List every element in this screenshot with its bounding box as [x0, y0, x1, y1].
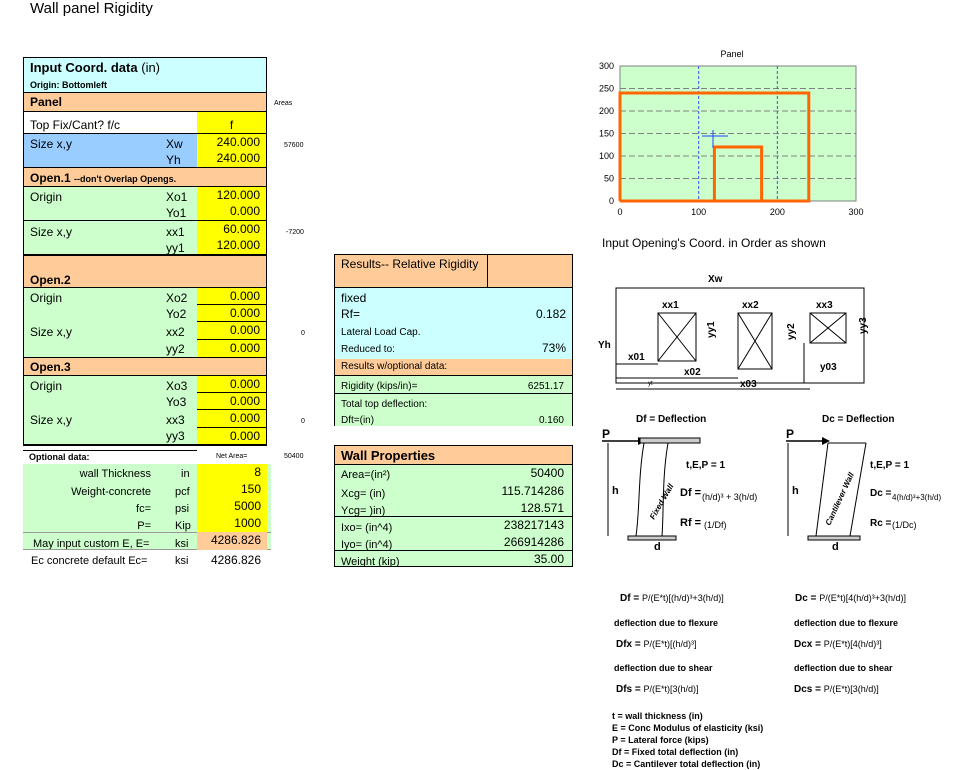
- results-header: Results-- Relative Rigidity: [334, 254, 487, 287]
- cant-right-edge: [850, 443, 866, 536]
- symbol-legend: [612, 710, 763, 770]
- yy3-label: yy3: [166, 429, 185, 443]
- legend-t: t = wall thickness (in): [612, 711, 703, 721]
- fixed-df: Df =: [680, 487, 702, 499]
- thick-label: wall Thickness: [79, 468, 151, 480]
- cant-title: Dc = Deflection: [822, 414, 895, 425]
- fixed-d: d: [654, 541, 661, 553]
- xx1-input[interactable]: 60.000: [197, 220, 267, 237]
- fixed-top-cap: [640, 438, 700, 443]
- cant-arrow-head: [822, 437, 830, 445]
- xcg-value: 115.714286: [501, 484, 564, 498]
- props-body: [334, 464, 573, 567]
- x-tick-label: 0: [617, 207, 623, 217]
- formula-df-label: Df =: [620, 593, 640, 604]
- iyo-label: Iyo= (in^4): [341, 539, 393, 551]
- formula-dc: [795, 592, 906, 605]
- net-area-value: 50400: [284, 453, 304, 460]
- custom-e-label: May input custom E, E=: [33, 538, 150, 550]
- results-rigidity-block: [334, 287, 573, 359]
- fixed-base: [628, 536, 676, 540]
- open1-size-row: [23, 220, 197, 254]
- xo1-label: Xo1: [166, 190, 188, 204]
- net-area-label: Net Area=: [216, 453, 248, 460]
- xx3-label: xx3: [166, 413, 185, 427]
- cant-h: h: [792, 485, 799, 497]
- rigidity-label: Rigidity (kips/in)=: [341, 381, 418, 392]
- ycg-value: 128.571: [520, 501, 564, 515]
- xx2-input[interactable]: 0.000: [197, 322, 267, 340]
- x-tick-label: 100: [691, 207, 707, 217]
- reduced-label: Reduced to:: [341, 344, 395, 355]
- cant-wall-label: Cantilever Wall: [823, 471, 856, 527]
- dft-label: Dft=(in): [341, 415, 375, 426]
- input-header-text: Input Coord. data: [30, 60, 138, 75]
- x-tick-label: 200: [769, 207, 785, 217]
- yy1-input[interactable]: 120.000: [197, 237, 267, 254]
- area-open3: 0: [301, 418, 305, 425]
- diag-yy3: yy3: [858, 317, 869, 334]
- fixed-df-formula: (h/d)³ + 3(h/d): [702, 492, 758, 502]
- open2-label: Open.2: [30, 273, 71, 287]
- formula-dfx-expr: P/(E*t)[(h/d)³]: [643, 639, 697, 649]
- formula-dc-label: Dc =: [795, 593, 817, 604]
- default-e-value: 4286.826: [210, 553, 261, 567]
- optional-header: Optional data:: [23, 450, 197, 464]
- diag-xx1: xx1: [662, 300, 679, 311]
- fixed-h: h: [612, 485, 619, 497]
- cant-dc: Dc =: [870, 488, 892, 499]
- dft-value: 0.160: [538, 415, 564, 426]
- default-e-row: [23, 551, 271, 568]
- opening-diagram: [590, 268, 880, 398]
- x-tick-label: 300: [848, 207, 864, 217]
- yo1-input[interactable]: 0.000: [197, 203, 267, 220]
- xo3-input[interactable]: 0.000: [197, 375, 267, 392]
- xx2-label: xx2: [166, 325, 185, 339]
- iyo-value: 266914286: [503, 535, 564, 549]
- fixed-wall-diagram: [598, 408, 778, 553]
- open1-header: [23, 167, 267, 186]
- cant-dc-formula: 4(h/d)³+3(h/d): [892, 493, 942, 502]
- yo3-input[interactable]: 0.000: [197, 392, 267, 410]
- yy3-input[interactable]: 0.000: [197, 428, 267, 446]
- weight-unit: pcf: [175, 486, 190, 498]
- y-tick-label: 100: [598, 151, 614, 161]
- xw-input[interactable]: 240.000: [197, 133, 267, 150]
- diag-xx2: xx2: [742, 300, 759, 311]
- weight-input[interactable]: 150: [197, 481, 267, 498]
- cant-d: d: [832, 541, 839, 553]
- open2-header: [23, 254, 267, 287]
- chart-caption: Input Opening's Coord. in Order as shown: [602, 236, 826, 250]
- page-title: Wall panel Rigidity: [30, 0, 153, 17]
- legend-e: E = Conc Modulus of elasticity (ksi): [612, 723, 764, 733]
- ycg-label: Ycg= )in): [341, 505, 386, 517]
- diag-yt: yt: [648, 381, 653, 387]
- open3-header: Open.3: [23, 357, 267, 375]
- y-tick-label: 250: [598, 83, 614, 94]
- xw-label: Xw: [166, 137, 183, 151]
- custom-e-input[interactable]: 4286.826: [197, 532, 267, 550]
- rf-label: Rf=: [341, 307, 361, 321]
- weight-label: Weight-concrete: [71, 486, 151, 498]
- fixed-rf: Rf =: [680, 517, 702, 529]
- y-tick-label: 0: [608, 196, 614, 206]
- diag-opening-2: [738, 313, 772, 369]
- origin-label: Origin: [30, 379, 63, 393]
- formula-dcs-label: Dcs =: [794, 684, 821, 695]
- formula-dfs-expr: P/(E*t)[3(h/d)]: [643, 684, 699, 694]
- xo3-label: Xo3: [166, 379, 188, 393]
- fixed-p: P: [602, 427, 611, 441]
- legend-dc: Dc = Cantilever total deflection (in): [612, 759, 761, 769]
- results-header-blank: [487, 254, 573, 287]
- thick-input[interactable]: 8: [197, 464, 267, 481]
- fixed-wall-label: Fixed Wall: [647, 482, 676, 521]
- p-input[interactable]: 1000: [197, 515, 267, 532]
- areas-label: Areas: [274, 100, 293, 107]
- diag-x01: x01: [628, 352, 645, 363]
- size-label: Size x,y: [30, 225, 73, 239]
- origin-label: Origin: [30, 291, 63, 305]
- default-e-label: Ec concrete default Ec=: [31, 555, 148, 567]
- cant-props: t,E,P = 1: [870, 460, 910, 471]
- fc-input[interactable]: 5000: [197, 498, 267, 515]
- area-value: 50400: [530, 466, 564, 480]
- xx1-label: xx1: [166, 225, 185, 239]
- deflection-row: [334, 393, 573, 426]
- fixed-props: t,E,P = 1: [686, 460, 726, 471]
- size-label: Size x,y: [30, 325, 73, 339]
- fixed-left-edge: [636, 443, 644, 536]
- xo1-input[interactable]: 120.000: [197, 186, 267, 203]
- rf-value: 0.182: [535, 307, 566, 321]
- mode-value: fixed: [341, 291, 367, 305]
- cantilever-wall-diagram: [780, 408, 953, 553]
- top-fix-input[interactable]: f: [197, 111, 267, 133]
- yy2-input[interactable]: 0.000: [197, 340, 267, 357]
- ixo-value: 238217143: [503, 518, 564, 532]
- props-header: Wall Properties: [334, 445, 573, 464]
- opt-results-label: Results w/optional data:: [334, 359, 573, 375]
- fc-label: fc=: [136, 503, 151, 515]
- p-unit: Kip: [175, 520, 191, 532]
- open1-origin-row: [23, 186, 197, 220]
- origin-note: Origin: Bottomleft: [23, 78, 267, 92]
- cant-p: P: [786, 427, 795, 441]
- reduced-value: 73%: [541, 341, 566, 355]
- diag-x02: x02: [684, 367, 701, 378]
- deflection-label: Total top deflection:: [341, 399, 428, 410]
- cap-label: Lateral Load Cap.: [341, 327, 421, 338]
- yo2-input[interactable]: 0.000: [197, 304, 267, 322]
- area-open1: -7200: [286, 229, 304, 236]
- diag-yh: Yh: [598, 340, 611, 351]
- size-label: Size x,y: [30, 137, 73, 151]
- yh-input[interactable]: 240.000: [197, 150, 267, 167]
- default-e-unit: ksi: [175, 555, 189, 567]
- y-tick-label: 50: [603, 173, 614, 184]
- open1-note: --don't Overlap Opengs.: [74, 174, 177, 184]
- yo2-label: Yo2: [166, 306, 197, 321]
- cant-base: [808, 536, 860, 540]
- open2-origin-row: [23, 287, 197, 321]
- diag-xw: Xw: [708, 274, 723, 285]
- open3-size-row: [23, 409, 197, 446]
- custom-e-unit: ksi: [175, 538, 189, 550]
- p-label: P=: [137, 520, 151, 532]
- formula-dcx-expr: P/(E*t)[4(h/d)³]: [823, 639, 882, 649]
- cant-rc: Rc =: [870, 518, 892, 529]
- chart-title: Panel: [720, 49, 744, 59]
- weight-value: 35.00: [533, 552, 564, 566]
- diag-y03: y03: [820, 362, 837, 373]
- fc-unit: psi: [175, 503, 190, 515]
- legend-p: P = Lateral force (kips): [612, 735, 709, 745]
- area-panel: 57600: [284, 142, 304, 149]
- diag-yy2: yy2: [786, 323, 797, 340]
- rigidity-value: 6251.17: [527, 381, 564, 392]
- yy2-label: yy2: [166, 342, 185, 356]
- origin-label: Origin: [30, 190, 63, 204]
- size-label: Size x,y: [30, 413, 73, 427]
- panel-label: Panel: [23, 92, 267, 111]
- panel-chart: [580, 44, 880, 229]
- y-tick-label: 200: [598, 106, 614, 116]
- yh-label: Yh: [166, 153, 181, 167]
- formula-dfs-label: Dfs =: [616, 684, 641, 695]
- open2-size-row: [23, 321, 197, 357]
- xo2-input[interactable]: 0.000: [197, 287, 267, 304]
- open1-label: Open.1: [30, 171, 71, 185]
- formula-dfx-label: Dfx =: [616, 639, 641, 650]
- formula-dfs: [616, 683, 699, 696]
- formula-df-expr: P/(E*t)[(h/d)³+3(h/d)]: [641, 593, 724, 603]
- formula-dcx: [794, 638, 882, 651]
- diag-opening-1: [658, 313, 696, 361]
- panel-size-row: [23, 133, 197, 167]
- xx3-input[interactable]: 0.000: [197, 410, 267, 428]
- weight-label: Weight (kip): [341, 556, 400, 567]
- diag-xx3: xx3: [816, 300, 833, 311]
- formula-dcx-label: Dcx =: [794, 639, 821, 650]
- rigidity-row: [334, 375, 573, 393]
- xo2-label: Xo2: [166, 291, 188, 305]
- ixo-label: Ixo= (in^4): [341, 522, 393, 534]
- area-open2: 0: [301, 330, 305, 337]
- xcg-label: Xcg= (in): [341, 488, 386, 500]
- shear-note-cant: deflection due to shear: [794, 663, 893, 673]
- diag-opening-3: [810, 313, 846, 343]
- open3-origin-row: [23, 375, 197, 409]
- input-header-unit: (in): [141, 60, 161, 75]
- shear-note-fixed: deflection due to shear: [614, 663, 713, 673]
- input-header: [23, 57, 267, 78]
- area-label: Area=(in²): [341, 469, 391, 481]
- flex-note-cant: deflection due to flexure: [794, 618, 899, 628]
- legend-df: Df = Fixed total deflection (in): [612, 747, 739, 757]
- fixed-rf-formula: (1/Df): [704, 520, 727, 530]
- flex-note-fixed: deflection due to flexure: [614, 618, 719, 628]
- formula-df: [620, 592, 724, 605]
- formula-dfx: [616, 638, 697, 651]
- formula-dcs: [794, 683, 879, 696]
- yo3-label: Yo3: [166, 394, 197, 409]
- top-fix-label: Top Fix/Cant? f/c: [23, 111, 197, 133]
- yy1-label: yy1: [166, 241, 185, 254]
- formula-dc-expr: P/(E*t)[4(h/d)³+3(h/d)]: [819, 593, 906, 603]
- diag-x03: x03: [740, 379, 757, 390]
- fixed-title: Df = Deflection: [636, 414, 707, 425]
- thick-unit: in: [181, 468, 190, 480]
- diag-yy1: yy1: [706, 321, 717, 338]
- formula-dcs-expr: P/(E*t)[3(h/d)]: [823, 684, 879, 694]
- y-tick-label: 150: [598, 128, 614, 139]
- cant-rc-formula: (1/Dc): [892, 520, 917, 530]
- yo1-label: Yo1: [166, 206, 187, 220]
- y-tick-label: 300: [598, 61, 614, 71]
